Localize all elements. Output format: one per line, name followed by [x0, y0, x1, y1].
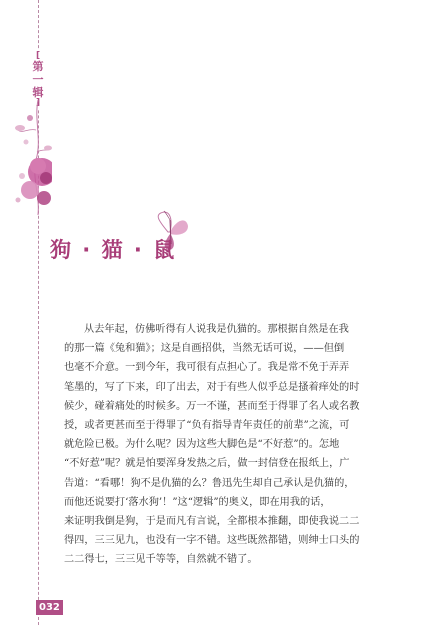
chapter-char-1: 第 — [32, 60, 44, 73]
body-line: 而他还说要打‘落水狗’！”这“逻辑”的奥义，即在用我的话， — [64, 496, 331, 508]
body-line: 的那一篇《兔和猫》；这是自画招供，当然无话可说，——但倒 — [64, 343, 345, 355]
body-line: 二二得七，三三见千等等，自然就不错了。 — [64, 554, 258, 566]
article-body — [64, 320, 371, 569]
body-line: 从去年起，仿佛听得有人说我是仇猫的。那根据自然是在我 — [84, 324, 349, 335]
floral-ornament-icon — [8, 100, 52, 215]
chapter-bracket-right: ] — [35, 98, 41, 108]
body-line: 授，或者更甚而至于得罪了“负有指导青年责任的前辈”之流，可 — [64, 419, 350, 431]
article-title: 狗 · 猫 · 鼠 — [50, 238, 177, 262]
body-line: 也毫不介意。一到今年，我可很有点担心了。我是常不免于弄弄 — [64, 362, 350, 374]
body-line: 候少，碰着痛处的时候多。万一不谨，甚而至于得罪了名人或名教 — [64, 400, 360, 412]
chapter-char-3: 辑 — [32, 86, 44, 99]
body-line: “不好惹”呢？就是怕要浑身发热之后，做一封信登在报纸上，广 — [64, 458, 350, 470]
body-line: 就危险已极。为什么呢？因为这些大脚色是“不好惹”的。怎地 — [64, 439, 340, 451]
body-line: 来证明我倒是狗，于是而凡有言说，全都根本推翻，即使我说二二 — [64, 515, 360, 527]
page-number: 032 — [36, 600, 63, 615]
body-line: 笔墨的，写了下来，印了出去，对于有些人似乎总是搔着痒处的时 — [64, 381, 360, 393]
chapter-char-2: 一 — [32, 73, 44, 86]
body-line: 得四，三三见九，也没有一字不错。这些既然都错，则绅士口头的 — [64, 535, 360, 547]
body-line: 告道：“看哪！狗不是仇猫的么？鲁迅先生却自己承认是仇猫的， — [64, 477, 355, 489]
chapter-bracket-left: [ — [35, 51, 41, 61]
